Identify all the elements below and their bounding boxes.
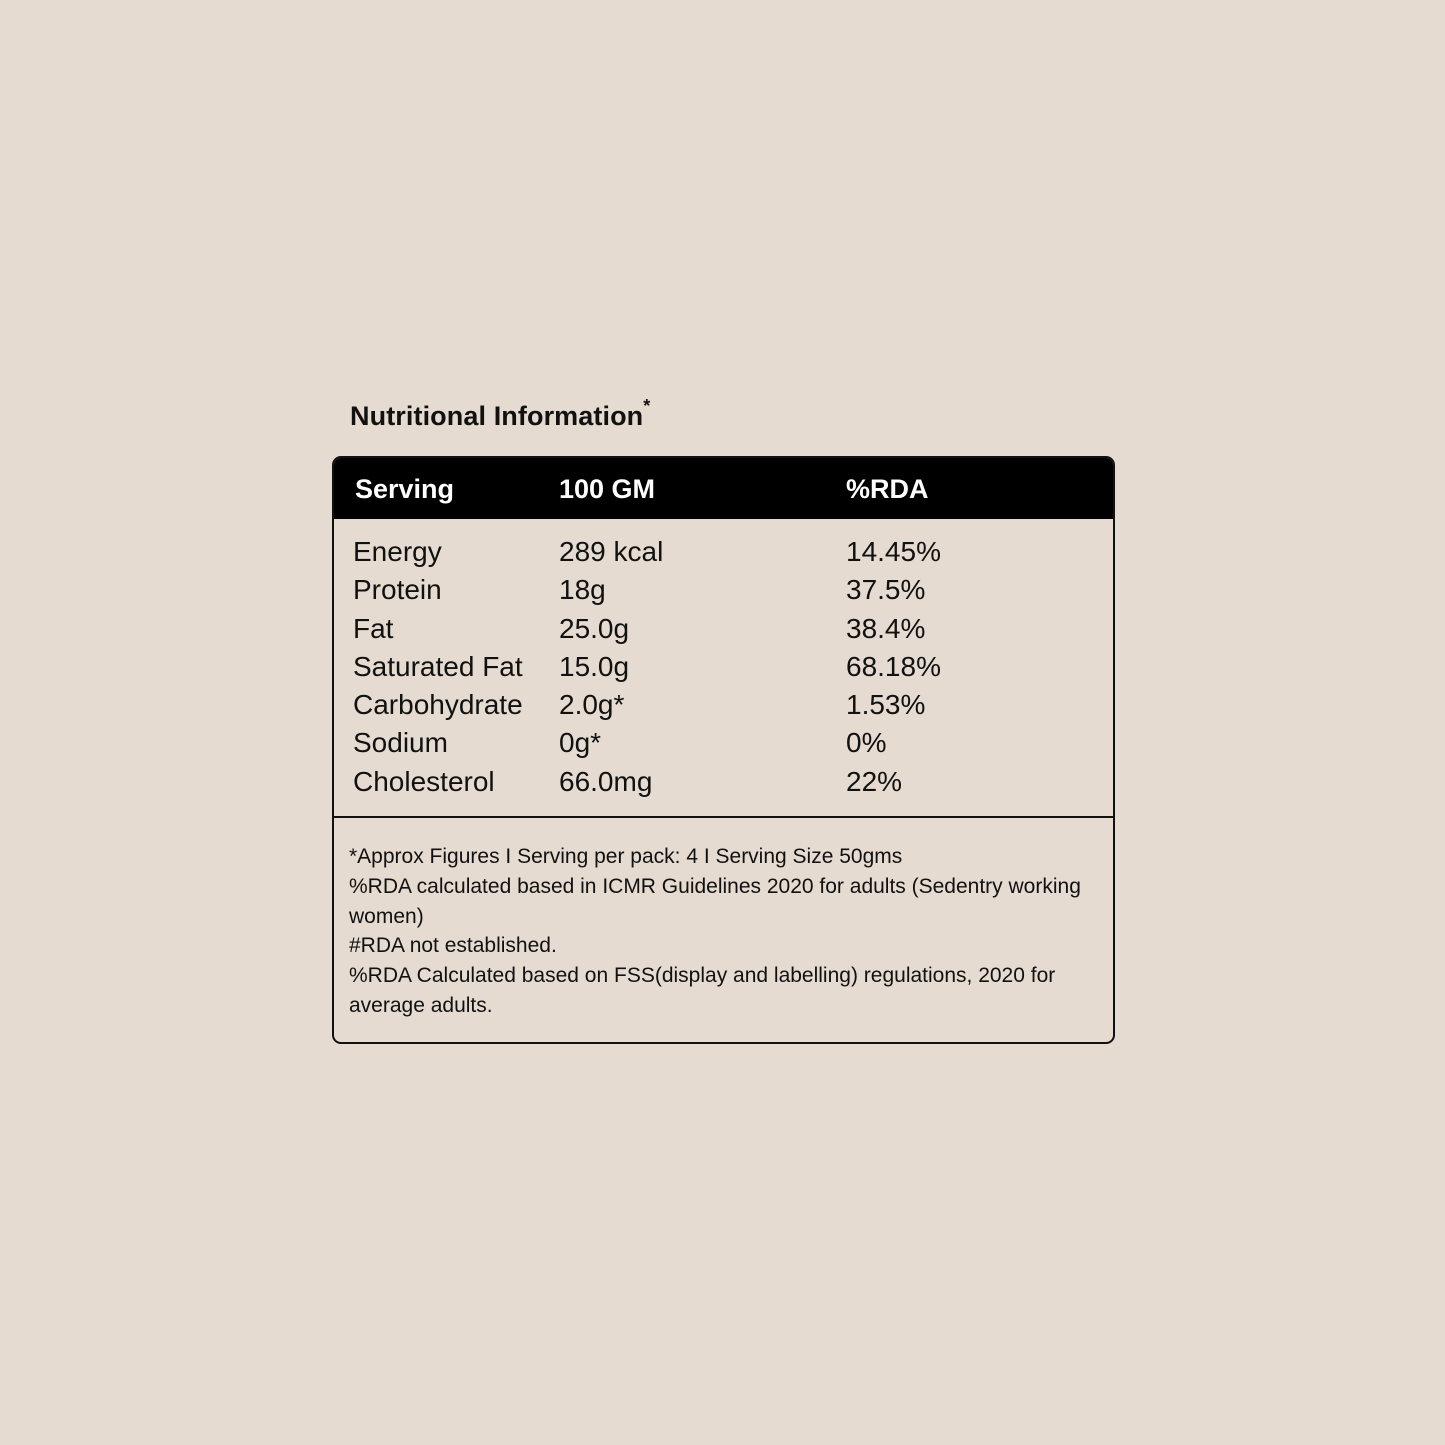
- nutrient-amount: 289 kcal: [559, 536, 664, 567]
- nutrient-name: Fat: [353, 612, 394, 644]
- table-header: [334, 458, 1113, 519]
- footnotes: [349, 842, 1094, 1021]
- table-row: [334, 687, 1113, 725]
- nutrient-amount: 66.0mg: [559, 765, 653, 797]
- table-row: [334, 725, 1113, 763]
- nutrient-amount: 15.0g: [559, 650, 630, 682]
- header-serving: Serving: [355, 474, 455, 504]
- nutrient-rda: 68.18%: [846, 650, 941, 682]
- nutrient-amount: 18g: [559, 574, 606, 606]
- nutrient-name: Sodium: [353, 727, 448, 759]
- header-rda: %RDA: [846, 474, 929, 504]
- footnote-fss: %RDA Calculated based on FSS(display and labelling) regulations, 2020 for average adults.: [349, 964, 1056, 1017]
- nutrition-table: [332, 456, 1115, 1044]
- footnote-approx: *Approx Figures I Serving per pack: 4 I Serving Size 50gms: [349, 845, 903, 868]
- table-divider: [334, 816, 1113, 818]
- nutrient-amount: 0g*: [559, 727, 602, 759]
- nutrient-rda: 0%: [846, 727, 887, 759]
- table-row: [334, 572, 1113, 610]
- nutrient-rda: 14.45%: [846, 536, 941, 567]
- nutrient-name: Carbohydrate: [353, 689, 523, 721]
- nutrient-rda: 1.53%: [846, 689, 926, 721]
- nutrient-amount: 25.0g: [559, 612, 630, 644]
- table-body: [334, 534, 1113, 802]
- nutrient-amount: 2.0g*: [559, 689, 625, 721]
- table-row: [334, 764, 1113, 802]
- nutrient-name: Saturated Fat: [353, 650, 523, 682]
- table-row: [334, 611, 1113, 649]
- nutrient-rda: 37.5%: [846, 574, 926, 606]
- table-row: [334, 649, 1113, 687]
- nutrient-name: Protein: [353, 574, 442, 606]
- title-asterisk: *: [643, 396, 651, 416]
- footnote-rda-not-established: #RDA not established.: [349, 934, 557, 958]
- nutrient-name: Energy: [353, 536, 442, 567]
- nutrient-name: Cholesterol: [353, 765, 495, 797]
- nutrient-rda: 38.4%: [846, 612, 926, 644]
- table-row: [334, 534, 1113, 572]
- footnote-icmr: %RDA calculated based in ICMR Guidelines 2020 for adults (Sedentry working women): [349, 874, 1081, 928]
- header-amount: 100 GM: [559, 474, 656, 504]
- nutrient-rda: 22%: [846, 765, 903, 797]
- page-title-text: Nutritional Information: [350, 401, 644, 431]
- page-title: [350, 396, 651, 432]
